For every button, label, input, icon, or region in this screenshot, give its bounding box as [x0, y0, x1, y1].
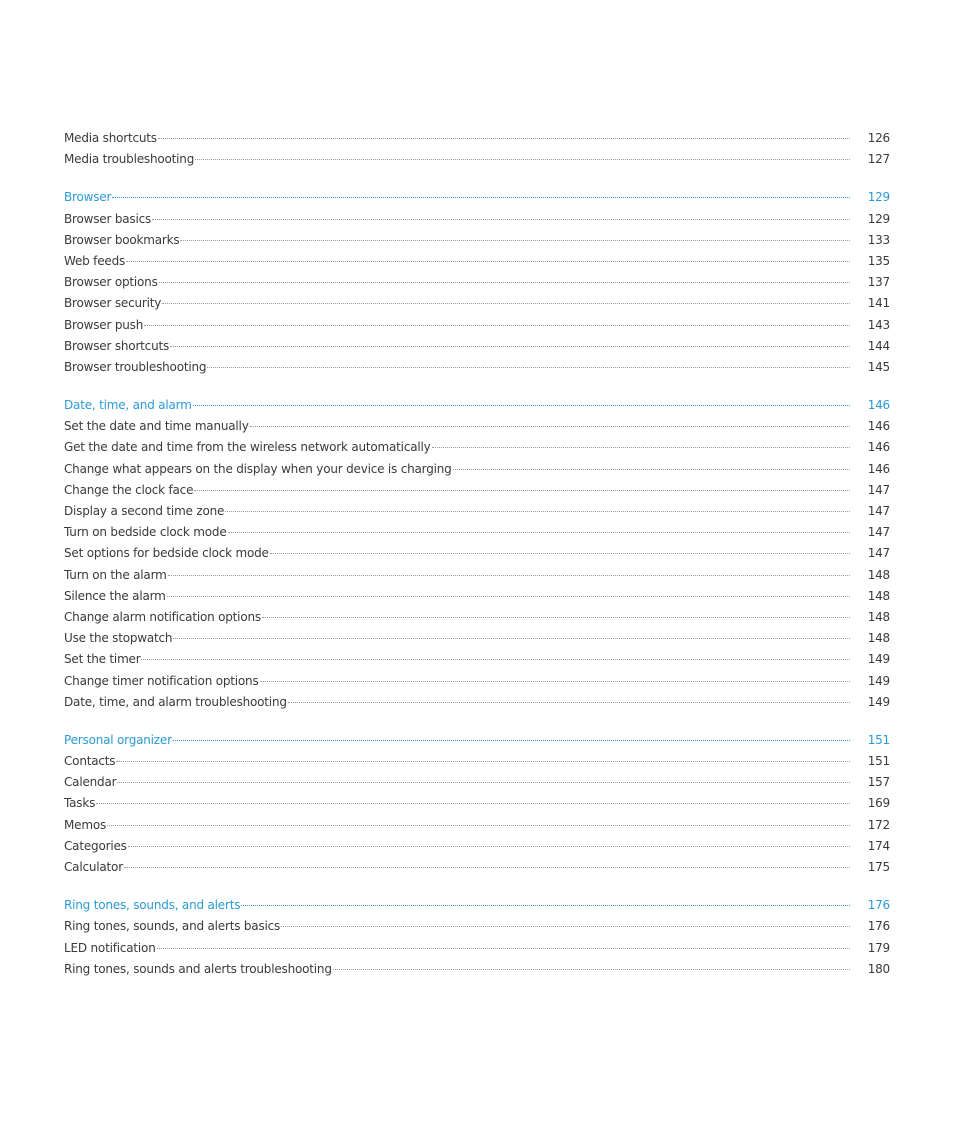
toc-entry-title[interactable]: Change timer notification options: [64, 673, 259, 688]
dot-leader: [262, 617, 850, 618]
toc-entry-title[interactable]: Set the timer: [64, 652, 141, 667]
toc-entry[interactable]: [64, 941, 890, 962]
toc-entry-title[interactable]: Change what appears on the display when your device is charging: [64, 461, 452, 476]
toc-page-number[interactable]: 174: [867, 838, 890, 853]
dot-leader: [128, 846, 850, 847]
toc-entry-title[interactable]: Personal organizer: [64, 732, 172, 747]
toc-entry[interactable]: [64, 339, 890, 360]
toc-entry[interactable]: [64, 360, 890, 381]
toc-entry-title[interactable]: Calculator: [64, 860, 123, 874]
dot-leader: [250, 426, 850, 427]
toc-entry-title[interactable]: Media troubleshooting: [64, 152, 195, 167]
toc-entry-title[interactable]: Set the date and time manually: [64, 419, 249, 434]
toc-page-number[interactable]: 146: [867, 461, 890, 476]
toc-group: [64, 190, 890, 381]
toc-entry[interactable]: [64, 275, 890, 296]
toc-entry-title[interactable]: Browser troubleshooting: [64, 359, 207, 374]
toc-page-number[interactable]: 129: [867, 211, 890, 226]
toc-group: [64, 398, 890, 716]
dot-leader: [158, 138, 850, 139]
toc-entry[interactable]: [64, 839, 890, 860]
toc-entry[interactable]: [64, 318, 890, 339]
dot-leader: [173, 638, 850, 639]
toc-entry-title[interactable]: Browser bookmarks: [64, 232, 180, 247]
toc-page-number[interactable]: 151: [867, 732, 890, 747]
toc-page-number[interactable]: 180: [867, 961, 890, 976]
toc-page-number[interactable]: 172: [867, 817, 890, 832]
toc-entry-title[interactable]: Turn on bedside clock mode: [64, 525, 227, 540]
toc-entry[interactable]: [64, 631, 890, 652]
toc-entry-title[interactable]: Change the clock face: [64, 482, 194, 497]
toc-page-number[interactable]: 146: [867, 440, 890, 455]
toc-page-number[interactable]: 169: [867, 796, 890, 811]
toc-page-number[interactable]: 179: [867, 940, 890, 955]
toc-entry-title[interactable]: Tasks: [64, 796, 96, 811]
toc-page-number[interactable]: 135: [867, 253, 890, 268]
toc-entry-title[interactable]: Browser push: [64, 317, 144, 332]
dot-leader: [453, 469, 850, 470]
toc-page-number[interactable]: 127: [867, 152, 890, 167]
toc-entry-title[interactable]: Web feeds: [64, 253, 126, 268]
toc-entry[interactable]: [64, 589, 890, 610]
toc-page-number[interactable]: 148: [867, 631, 890, 646]
toc-entry[interactable]: [64, 652, 890, 673]
dot-leader: [167, 596, 850, 597]
toc-entry[interactable]: [64, 860, 890, 881]
dot-leader: [180, 240, 850, 241]
toc-entry-title[interactable]: Change alarm notification options: [64, 609, 261, 624]
toc-section-heading[interactable]: [64, 190, 890, 211]
toc-page-number[interactable]: 151: [867, 754, 890, 769]
toc-page-number[interactable]: 143: [867, 317, 890, 332]
toc-group: [64, 898, 890, 983]
toc-entry-title[interactable]: Browser basics: [64, 211, 152, 226]
toc-entry-title[interactable]: LED notification: [64, 940, 156, 955]
toc-entry-title[interactable]: Memos: [64, 817, 107, 832]
dot-leader: [162, 303, 850, 304]
dot-leader: [141, 659, 850, 660]
toc-entry-title[interactable]: Media shortcuts: [64, 131, 157, 145]
toc-entry[interactable]: [64, 296, 890, 317]
toc-entry[interactable]: [64, 483, 890, 504]
toc-entry-title[interactable]: Get the date and time from the wireless network automatically: [64, 440, 431, 455]
toc-entry[interactable]: [64, 568, 890, 589]
toc-entry[interactable]: [64, 546, 890, 567]
toc-page-number[interactable]: 126: [867, 131, 890, 145]
dot-leader: [195, 159, 850, 160]
toc-entry[interactable]: [64, 254, 890, 275]
dot-leader: [117, 782, 850, 783]
toc-entry-title[interactable]: Browser security: [64, 296, 162, 311]
toc-entry-title[interactable]: Ring tones, sounds, and alerts: [64, 898, 241, 913]
toc-page-number[interactable]: 137: [867, 275, 890, 290]
toc-page-number[interactable]: 146: [867, 419, 890, 434]
dot-leader: [96, 803, 850, 804]
toc-entry-title[interactable]: Categories: [64, 838, 127, 853]
toc-page-number[interactable]: 148: [867, 609, 890, 624]
dot-leader: [159, 282, 850, 283]
toc-group: [64, 131, 890, 173]
dot-leader: [281, 926, 850, 927]
toc-page-number[interactable]: 176: [867, 919, 890, 934]
toc-entry[interactable]: [64, 152, 890, 173]
dot-leader: [170, 346, 850, 347]
toc-page-number[interactable]: 148: [867, 567, 890, 582]
dot-leader: [260, 681, 850, 682]
toc-entry[interactable]: [64, 440, 890, 461]
dot-leader: [225, 511, 850, 512]
toc-entry-title[interactable]: Silence the alarm: [64, 588, 166, 603]
table-of-contents: [64, 131, 890, 983]
toc-entry-title[interactable]: Ring tones, sounds, and alerts basics: [64, 919, 281, 934]
toc-entry-title[interactable]: Date, time, and alarm: [64, 398, 192, 413]
toc-page-number[interactable]: 149: [867, 652, 890, 667]
toc-entry[interactable]: [64, 525, 890, 546]
dot-leader: [270, 553, 850, 554]
toc-entry[interactable]: [64, 962, 890, 983]
dot-leader: [193, 405, 850, 406]
toc-entry-title[interactable]: Date, time, and alarm troubleshooting: [64, 694, 287, 709]
toc-entry-title[interactable]: Use the stopwatch: [64, 631, 173, 646]
toc-entry[interactable]: [64, 419, 890, 440]
toc-page-number[interactable]: 133: [867, 232, 890, 247]
dot-leader: [288, 702, 850, 703]
toc-entry[interactable]: [64, 212, 890, 233]
dot-leader: [124, 867, 850, 868]
dot-leader: [107, 825, 850, 826]
toc-entry[interactable]: [64, 610, 890, 631]
toc-page-number[interactable]: 141: [867, 296, 890, 311]
dot-leader: [173, 740, 850, 741]
dot-leader: [157, 948, 850, 949]
toc-page-number[interactable]: 149: [867, 694, 890, 709]
dot-leader: [241, 905, 850, 906]
toc-page-number[interactable]: 146: [867, 398, 890, 413]
toc-entry-title[interactable]: Browser: [64, 190, 112, 205]
dot-leader: [168, 575, 850, 576]
dot-leader: [432, 447, 850, 448]
toc-entry[interactable]: [64, 818, 890, 839]
dot-leader: [194, 490, 850, 491]
toc-page-number[interactable]: 147: [867, 525, 890, 540]
toc-page-number[interactable]: 145: [867, 359, 890, 374]
dot-leader: [207, 367, 850, 368]
dot-leader: [152, 219, 850, 220]
toc-entry-title[interactable]: Contacts: [64, 754, 116, 769]
toc-group: [64, 733, 890, 881]
toc-page-number[interactable]: 147: [867, 504, 890, 518]
toc-entry[interactable]: [64, 754, 890, 775]
toc-page-number[interactable]: 144: [867, 338, 890, 353]
toc-page-number[interactable]: 175: [867, 860, 890, 874]
dot-leader: [126, 261, 850, 262]
toc-entry-title[interactable]: Browser shortcuts: [64, 338, 170, 353]
toc-entry-title[interactable]: Set options for bedside clock mode: [64, 546, 269, 561]
toc-entry[interactable]: [64, 462, 890, 483]
toc-section-heading[interactable]: [64, 898, 890, 919]
dot-leader: [333, 969, 850, 970]
toc-page-number[interactable]: 148: [867, 588, 890, 603]
toc-entry[interactable]: [64, 775, 890, 796]
toc-entry[interactable]: [64, 131, 890, 152]
toc-entry[interactable]: [64, 796, 890, 817]
dot-leader: [228, 532, 850, 533]
toc-page-number[interactable]: 129: [867, 190, 890, 205]
dot-leader: [112, 197, 850, 198]
toc-page-number[interactable]: 176: [867, 898, 890, 913]
dot-leader: [144, 325, 850, 326]
toc-entry-title[interactable]: Calendar: [64, 775, 117, 790]
toc-entry[interactable]: [64, 919, 890, 940]
toc-entry[interactable]: [64, 695, 890, 716]
toc-section-heading[interactable]: [64, 733, 890, 754]
toc-entry[interactable]: [64, 504, 890, 525]
toc-entry-title[interactable]: Ring tones, sounds and alerts troubleshooting: [64, 961, 332, 976]
toc-page-number[interactable]: 149: [867, 673, 890, 688]
toc-entry-title[interactable]: Turn on the alarm: [64, 567, 167, 582]
toc-page-number[interactable]: 147: [867, 482, 890, 497]
toc-page-number[interactable]: 157: [867, 775, 890, 790]
toc-entry[interactable]: [64, 674, 890, 695]
toc-entry[interactable]: [64, 233, 890, 254]
toc-section-heading[interactable]: [64, 398, 890, 419]
toc-page-number[interactable]: 147: [867, 546, 890, 561]
toc-entry-title[interactable]: Browser options: [64, 275, 158, 290]
toc-entry-title[interactable]: Display a second time zone: [64, 504, 225, 518]
dot-leader: [116, 761, 850, 762]
